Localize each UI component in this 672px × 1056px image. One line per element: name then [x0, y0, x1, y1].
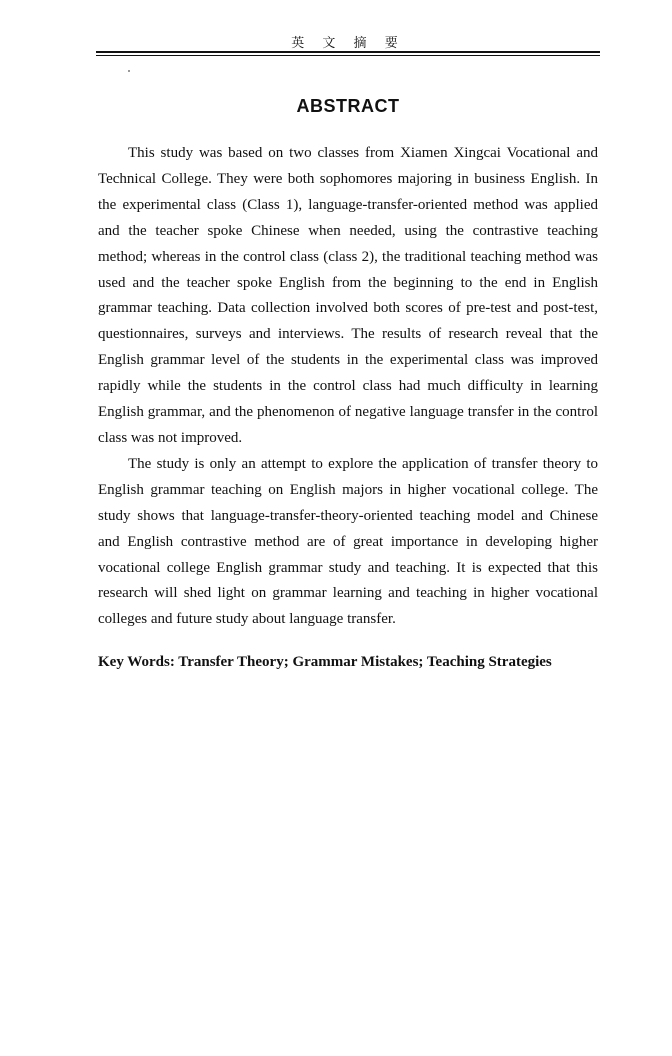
abstract-body: [98, 141, 598, 633]
keyword-separator: ;: [418, 654, 427, 670]
keywords-line: [98, 650, 598, 674]
keyword-term: Teaching Strategies: [426, 654, 552, 670]
running-header: 英 文 摘 要: [291, 36, 405, 51]
keyword-term: Transfer Theory: [178, 654, 284, 670]
scan-speck: [128, 70, 130, 72]
abstract-title: ABSTRACT: [296, 96, 400, 116]
keywords-label: Key Words:: [98, 654, 175, 670]
header-rule-thin: [96, 55, 600, 56]
abstract-paragraph-1: This study was based on two classes from Xiamen Xingcai Vocational and Technical College. They were both sophomores majoring in business English. In the experimental class (Class 1), language-transfer-oriented method was applied and the teacher spoke Chinese when needed, using the contrastive teaching method; whereas in the control class (class 2), the traditional teaching method was used and the teacher spoke English from the beginning to the end in English grammar teaching. Data collection involved both scores of pre-test and post-test, questionnaires, surveys and interviews. The results of research reveal that the English grammar level of the students in the experimental class was improved rapidly while the students in the control class had much difficulty in learning English grammar, and the phenomenon of negative language transfer in the control class was not improved.: [98, 145, 598, 446]
abstract-paragraph-2: The study is only an attempt to explore the application of transfer theory to English grammar teaching on English majors in higher vocational college. The study shows that language-transfer-theory-oriented teaching model and Chinese and English contrastive method are of great importance in developing higher vocational college English grammar study and teaching. It is expected that this research will shed light on grammar learning and teaching in higher vocational colleges and future study about language transfer.: [98, 455, 598, 628]
keyword-term: Grammar Mistakes: [292, 654, 419, 670]
header-rule: [96, 51, 600, 53]
keyword-separator: ;: [283, 654, 293, 670]
